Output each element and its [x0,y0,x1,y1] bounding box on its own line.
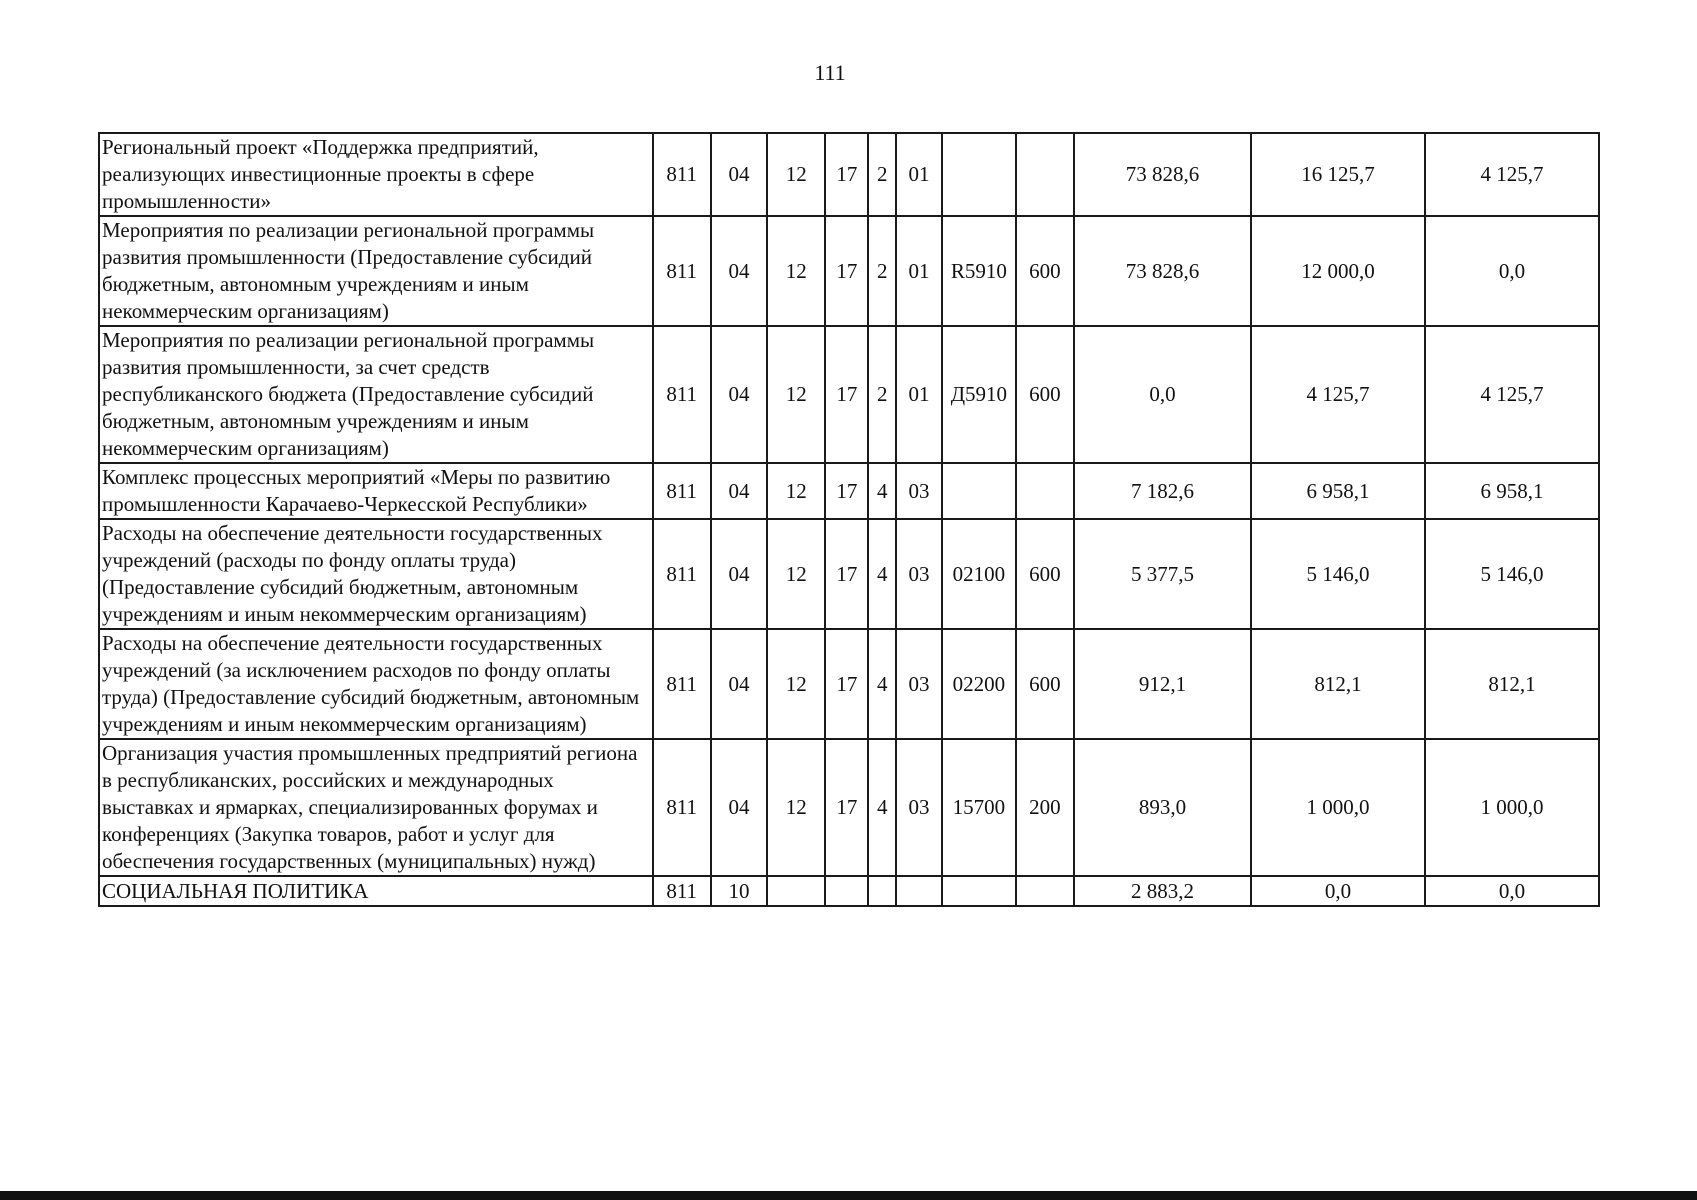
subsection-code [767,876,825,906]
section-code: 04 [711,519,767,629]
program-code [825,876,868,906]
row-name: Организация участия промышленных предприятий региона в республиканских, российских и международных выставках и ярмарках, специализированных форумах и конференциях (Закупка товаров, работ и услуг для обеспечения государственных (муниципальных) нужд) [99,739,653,876]
subsection-code: 12 [767,216,825,326]
budget-table [98,132,1600,907]
admin-code: 811 [653,629,711,739]
amount-year-2: 812,1 [1251,629,1425,739]
type-code: 2 [868,216,896,326]
section-code: 04 [711,739,767,876]
amount-year-2: 6 958,1 [1251,463,1425,519]
amount-year-3: 1 000,0 [1425,739,1599,876]
section-total-row [99,876,1599,906]
amount-year-1: 5 377,5 [1074,519,1251,629]
subsection-code: 12 [767,133,825,216]
section-code: 04 [711,629,767,739]
amount-year-3: 4 125,7 [1425,326,1599,463]
amount-year-2: 5 146,0 [1251,519,1425,629]
amount-year-3: 5 146,0 [1425,519,1599,629]
amount-year-3: 0,0 [1425,876,1599,906]
admin-code: 811 [653,326,711,463]
section-name: СОЦИАЛЬНАЯ ПОЛИТИКА [99,876,653,906]
admin-code: 811 [653,463,711,519]
program-code: 17 [825,739,868,876]
direction-code [942,876,1016,906]
direction-code [942,133,1016,216]
expense-type-code: 600 [1016,216,1074,326]
admin-code: 811 [653,216,711,326]
admin-code: 811 [653,519,711,629]
program-code: 17 [825,133,868,216]
subsection-code: 12 [767,326,825,463]
scan-bottom-edge [0,1191,1697,1200]
amount-year-1: 0,0 [1074,326,1251,463]
expense-type-code [1016,463,1074,519]
section-code: 04 [711,133,767,216]
direction-code: Д5910 [942,326,1016,463]
type-code: 2 [868,133,896,216]
type-code: 4 [868,739,896,876]
expense-type-code: 600 [1016,326,1074,463]
table-row [99,463,1599,519]
row-name: Расходы на обеспечение деятельности государственных учреждений (за исключением расходов по фонду оплаты труда) (Предоставление субсидий бюджетным, автономным учреждениям и иным некоммерческим организациям) [99,629,653,739]
amount-year-1: 912,1 [1074,629,1251,739]
amount-year-3: 4 125,7 [1425,133,1599,216]
amount-year-1: 2 883,2 [1074,876,1251,906]
table-row [99,519,1599,629]
row-name: Комплекс процессных мероприятий «Меры по развитию промышленности Карачаево-Черкесской Республики» [99,463,653,519]
amount-year-1: 893,0 [1074,739,1251,876]
amount-year-2: 4 125,7 [1251,326,1425,463]
event-code: 03 [896,519,942,629]
program-code: 17 [825,216,868,326]
amount-year-2: 12 000,0 [1251,216,1425,326]
amount-year-2: 16 125,7 [1251,133,1425,216]
type-code [868,876,896,906]
type-code: 4 [868,463,896,519]
subsection-code: 12 [767,629,825,739]
amount-year-1: 73 828,6 [1074,216,1251,326]
type-code: 4 [868,629,896,739]
admin-code: 811 [653,133,711,216]
row-name: Мероприятия по реализации региональной программы развития промышленности (Предоставление субсидий бюджетным, автономным учреждениям и иным некоммерческим организациям) [99,216,653,326]
table-row [99,216,1599,326]
amount-year-3: 6 958,1 [1425,463,1599,519]
row-name: Мероприятия по реализации региональной программы развития промышленности, за счет средств республиканского бюджета (Предоставление субсидий бюджетным, автономным учреждениям и иным некоммерческим организациям) [99,326,653,463]
program-code: 17 [825,519,868,629]
amount-year-1: 7 182,6 [1074,463,1251,519]
page-number: 111 [814,60,846,85]
program-code: 17 [825,629,868,739]
direction-code: 02100 [942,519,1016,629]
event-code [896,876,942,906]
amount-year-3: 812,1 [1425,629,1599,739]
expense-type-code [1016,876,1074,906]
expense-type-code: 600 [1016,629,1074,739]
amount-year-2: 0,0 [1251,876,1425,906]
expense-type-code [1016,133,1074,216]
event-code: 01 [896,326,942,463]
admin-code: 811 [653,876,711,906]
row-name: Региональный проект «Поддержка предприятий, реализующих инвестиционные проекты в сфере промышленности» [99,133,653,216]
event-code: 03 [896,739,942,876]
event-code: 03 [896,463,942,519]
direction-code: R5910 [942,216,1016,326]
table-row [99,629,1599,739]
event-code: 03 [896,629,942,739]
section-code: 04 [711,463,767,519]
section-code: 04 [711,326,767,463]
program-code: 17 [825,463,868,519]
section-code: 10 [711,876,767,906]
type-code: 2 [868,326,896,463]
amount-year-3: 0,0 [1425,216,1599,326]
admin-code: 811 [653,739,711,876]
direction-code [942,463,1016,519]
amount-year-2: 1 000,0 [1251,739,1425,876]
expense-type-code: 200 [1016,739,1074,876]
table-row [99,326,1599,463]
subsection-code: 12 [767,463,825,519]
event-code: 01 [896,216,942,326]
program-code: 17 [825,326,868,463]
subsection-code: 12 [767,519,825,629]
type-code: 4 [868,519,896,629]
direction-code: 02200 [942,629,1016,739]
row-name: Расходы на обеспечение деятельности государственных учреждений (расходы по фонду оплаты труда) (Предоставление субсидий бюджетным, автономным учреждениям и иным некоммерческим организациям) [99,519,653,629]
amount-year-1: 73 828,6 [1074,133,1251,216]
direction-code: 15700 [942,739,1016,876]
subsection-code: 12 [767,739,825,876]
table-row [99,133,1599,216]
event-code: 01 [896,133,942,216]
table-row [99,739,1599,876]
section-code: 04 [711,216,767,326]
expense-type-code: 600 [1016,519,1074,629]
